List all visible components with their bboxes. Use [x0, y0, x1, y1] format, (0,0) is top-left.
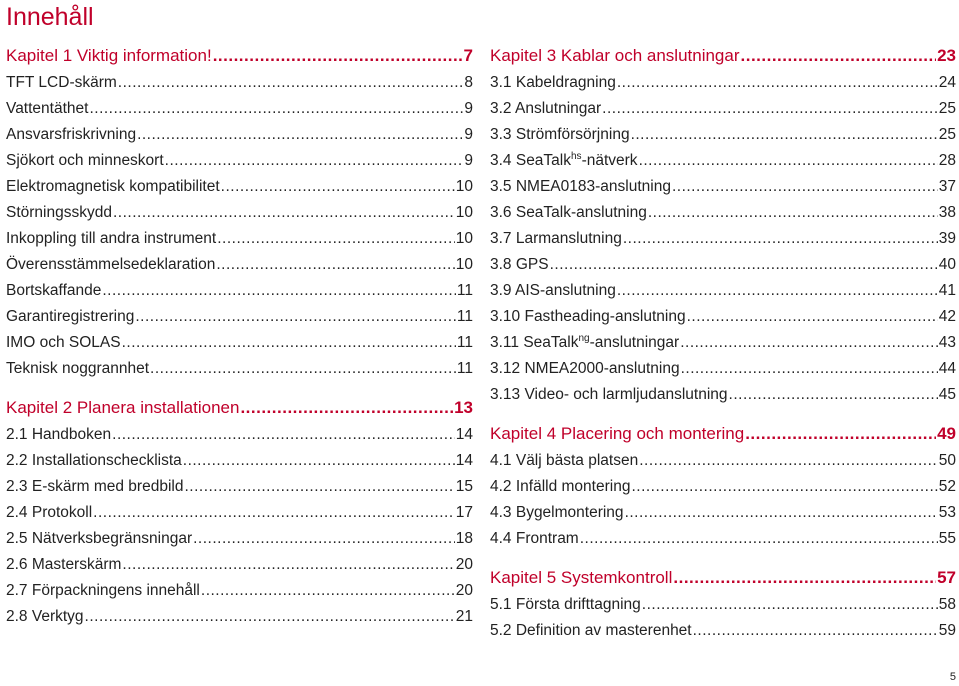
toc-entry[interactable] [490, 122, 956, 148]
toc-chapter-1[interactable] [6, 42, 473, 70]
entry-label: 3.8 GPS [490, 256, 549, 273]
toc-entry[interactable] [6, 422, 473, 448]
dot-leader [102, 278, 456, 304]
toc-entry[interactable] [490, 592, 956, 618]
toc-chapter-4[interactable] [490, 420, 956, 448]
toc-entry[interactable] [490, 148, 956, 174]
entry-page: 17 [455, 504, 473, 521]
entry-page: 43 [938, 334, 956, 351]
dot-leader [729, 382, 938, 408]
entry-page: 52 [938, 478, 956, 495]
entry-page: 24 [938, 74, 956, 91]
entry-page: 9 [464, 152, 473, 169]
entry-label: 4.4 Frontram [490, 530, 579, 547]
toc-entry[interactable] [6, 96, 473, 122]
dot-leader [135, 304, 456, 330]
dot-leader [602, 96, 938, 122]
entry-page: 14 [455, 452, 473, 469]
entry-label: 2.1 Handboken [6, 426, 112, 443]
chapter-label: Kapitel 2 Planera installationen [6, 398, 240, 417]
entry-label: Störningsskydd [6, 204, 112, 221]
toc-entry[interactable] [490, 96, 956, 122]
entry-page: 41 [938, 282, 956, 299]
dot-leader [85, 604, 455, 630]
entry-label: Garantiregistrering [6, 308, 135, 325]
dot-leader [150, 356, 456, 382]
dot-leader [118, 70, 464, 96]
entry-label: 3.7 Larmanslutning [490, 230, 622, 247]
entry-page: 9 [464, 126, 473, 143]
toc-entry[interactable] [490, 200, 956, 226]
entry-page: 58 [938, 596, 956, 613]
entry-label: Sjökort och minneskort [6, 152, 164, 169]
dot-leader [550, 252, 938, 278]
dot-leader [623, 226, 938, 252]
dot-leader [113, 200, 455, 226]
entry-label: 3.13 Video- och larmljudanslutning [490, 386, 728, 403]
entry-label-text: 3.4 SeaTalk [490, 152, 571, 169]
superscript: hs [571, 151, 582, 162]
chapter-label: Kapitel 5 Systemkontroll [490, 568, 673, 587]
dot-leader [213, 42, 463, 70]
entry-label: 2.4 Protokoll [6, 504, 93, 521]
dot-leader [617, 278, 938, 304]
dot-leader [741, 42, 937, 70]
toc-entry[interactable] [490, 618, 956, 644]
entry-label [490, 330, 679, 356]
entry-page: 10 [455, 178, 473, 195]
entry-label: 2.7 Förpackningens innehåll [6, 582, 200, 599]
chapter-page: 49 [937, 424, 956, 443]
entry-page: 39 [938, 230, 956, 247]
entry-page: 10 [455, 256, 473, 273]
toc-entry[interactable] [6, 356, 473, 382]
chapter-label: Kapitel 4 Placering och montering [490, 424, 745, 443]
toc-entry[interactable] [6, 174, 473, 200]
dot-leader [639, 148, 938, 174]
chapter-page: 7 [463, 46, 473, 65]
entry-page: 59 [938, 622, 956, 639]
entry-label: 2.8 Verktyg [6, 608, 84, 625]
dot-leader [639, 448, 938, 474]
toc-entry[interactable] [490, 304, 956, 330]
entry-page: 38 [938, 204, 956, 221]
dot-leader [642, 592, 938, 618]
toc-entry[interactable] [490, 526, 956, 552]
entry-page: 37 [938, 178, 956, 195]
entry-label: 2.6 Masterskärm [6, 556, 122, 573]
toc-entry[interactable] [490, 356, 956, 382]
dot-leader [201, 578, 455, 604]
entry-label: 4.1 Välj bästa platsen [490, 452, 639, 469]
dot-leader [193, 526, 455, 552]
dot-leader [680, 330, 938, 356]
entry-label-text: 3.11 SeaTalk [490, 334, 579, 351]
dot-leader [122, 552, 454, 578]
dot-leader [89, 96, 463, 122]
toc-entry[interactable] [6, 304, 473, 330]
toc-entry[interactable] [490, 330, 956, 356]
toc-entry[interactable] [490, 448, 956, 474]
entry-page: 18 [455, 530, 473, 547]
entry-label: 5.1 Första drifttagning [490, 596, 641, 613]
entry-page: 11 [456, 282, 473, 299]
toc-entry[interactable] [6, 500, 473, 526]
dot-leader [631, 122, 938, 148]
toc-entry[interactable] [6, 278, 473, 304]
entry-label: 3.6 SeaTalk-anslutning [490, 204, 647, 221]
entry-label: 2.5 Nätverksbegränsningar [6, 530, 193, 547]
entry-label: Elektromagnetisk kompatibilitet [6, 178, 220, 195]
toc-entry[interactable] [490, 252, 956, 278]
entry-label: 2.2 Installationschecklista [6, 452, 182, 469]
entry-label: 3.1 Kabeldragning [490, 74, 616, 91]
entry-label: 2.3 E-skärm med bredbild [6, 478, 184, 495]
toc-entry[interactable] [6, 70, 473, 96]
entry-page: 14 [455, 426, 473, 443]
entry-page: 45 [938, 386, 956, 403]
chapter-page: 57 [937, 568, 956, 587]
chapter-page: 13 [454, 398, 473, 417]
toc-entry[interactable] [490, 174, 956, 200]
entry-label: Inkoppling till andra instrument [6, 230, 217, 247]
entry-label: Vattentäthet [6, 100, 89, 117]
toc-entry[interactable] [6, 604, 473, 630]
toc-entry[interactable] [6, 200, 473, 226]
toc-chapter-3[interactable] [490, 42, 956, 70]
chapter-page: 23 [937, 46, 956, 65]
dot-leader [693, 618, 938, 644]
dot-leader [672, 174, 938, 200]
entry-label [490, 148, 638, 174]
toc-entry[interactable] [6, 226, 473, 252]
entry-page: 40 [938, 256, 956, 273]
toc-entry[interactable] [6, 526, 473, 552]
toc-chapter-5[interactable] [490, 564, 956, 592]
dot-leader [93, 500, 455, 526]
dot-leader [221, 174, 455, 200]
entry-label: 3.12 NMEA2000-anslutning [490, 360, 680, 377]
entry-page: 55 [938, 530, 956, 547]
entry-page: 8 [464, 74, 473, 91]
dot-leader [617, 70, 938, 96]
toc-entry[interactable] [6, 122, 473, 148]
toc-entry[interactable] [6, 252, 473, 278]
dot-leader [745, 420, 936, 448]
toc-entry[interactable] [6, 448, 473, 474]
entry-page: 11 [456, 308, 473, 325]
dot-leader [165, 148, 464, 174]
entry-page: 10 [455, 204, 473, 221]
dot-leader [137, 122, 463, 148]
entry-label: 3.5 NMEA0183-anslutning [490, 178, 671, 195]
toc-entry[interactable] [6, 148, 473, 174]
entry-label-suffix: -nätverk [581, 152, 638, 169]
toc-entry[interactable] [490, 278, 956, 304]
entry-page: 11 [456, 334, 473, 351]
dot-leader [631, 474, 937, 500]
superscript: ng [578, 333, 590, 344]
entry-label: 3.10 Fastheading-anslutning [490, 308, 686, 325]
entry-page: 20 [455, 582, 473, 599]
entry-label: Överensstämmelsedeklaration [6, 256, 216, 273]
toc-entry[interactable] [6, 578, 473, 604]
entry-label: 3.3 Strömförsörjning [490, 126, 630, 143]
entry-label-suffix: -anslutningar [589, 334, 680, 351]
toc-entry[interactable] [490, 474, 956, 500]
page-number: 5 [949, 671, 956, 683]
dot-leader [580, 526, 938, 552]
entry-page: 9 [464, 100, 473, 117]
entry-label: Ansvarsfriskrivning [6, 126, 137, 143]
entry-label: IMO och SOLAS [6, 334, 121, 351]
entry-label: 3.9 AIS-anslutning [490, 282, 616, 299]
toc-entry[interactable] [490, 382, 956, 408]
toc-column-left [6, 42, 473, 630]
chapter-label: Kapitel 3 Kablar och anslutningar [490, 46, 740, 65]
entry-page: 50 [938, 452, 956, 469]
dot-leader [240, 394, 453, 422]
entry-label: TFT LCD-skärm [6, 74, 117, 91]
entry-page: 10 [455, 230, 473, 247]
entry-page: 28 [938, 152, 956, 169]
entry-page: 42 [938, 308, 956, 325]
entry-label: 5.2 Definition av masterenhet [490, 622, 692, 639]
dot-leader [687, 304, 938, 330]
entry-page: 20 [455, 556, 473, 573]
dot-leader [673, 564, 936, 592]
entry-page: 25 [938, 100, 956, 117]
toc-entry[interactable] [490, 70, 956, 96]
toc-chapter-2[interactable] [6, 394, 473, 422]
entry-label: 4.3 Bygelmontering [490, 504, 624, 521]
entry-label: 3.2 Anslutningar [490, 100, 602, 117]
entry-page: 21 [455, 608, 473, 625]
entry-page: 11 [456, 360, 473, 377]
entry-page: 25 [938, 126, 956, 143]
chapter-label: Kapitel 1 Viktig information! [6, 46, 212, 65]
dot-leader [648, 200, 938, 226]
toc-column-right [490, 42, 956, 644]
toc-entry[interactable] [490, 500, 956, 526]
page-title: Innehåll [6, 3, 94, 31]
entry-label: Bortskaffande [6, 282, 102, 299]
dot-leader [681, 356, 938, 382]
dot-leader [122, 330, 456, 356]
dot-leader [216, 252, 454, 278]
toc-entry[interactable] [6, 552, 473, 578]
toc-entry[interactable] [6, 474, 473, 500]
dot-leader [184, 474, 454, 500]
dot-leader [625, 500, 938, 526]
entry-label: Teknisk noggrannhet [6, 360, 150, 377]
dot-leader [112, 422, 455, 448]
dot-leader [183, 448, 455, 474]
entry-label: 4.2 Infälld montering [490, 478, 631, 495]
toc-entry[interactable] [6, 330, 473, 356]
entry-page: 53 [938, 504, 956, 521]
toc-entry[interactable] [490, 226, 956, 252]
dot-leader [217, 226, 455, 252]
entry-page: 44 [938, 360, 956, 377]
entry-page: 15 [455, 478, 473, 495]
